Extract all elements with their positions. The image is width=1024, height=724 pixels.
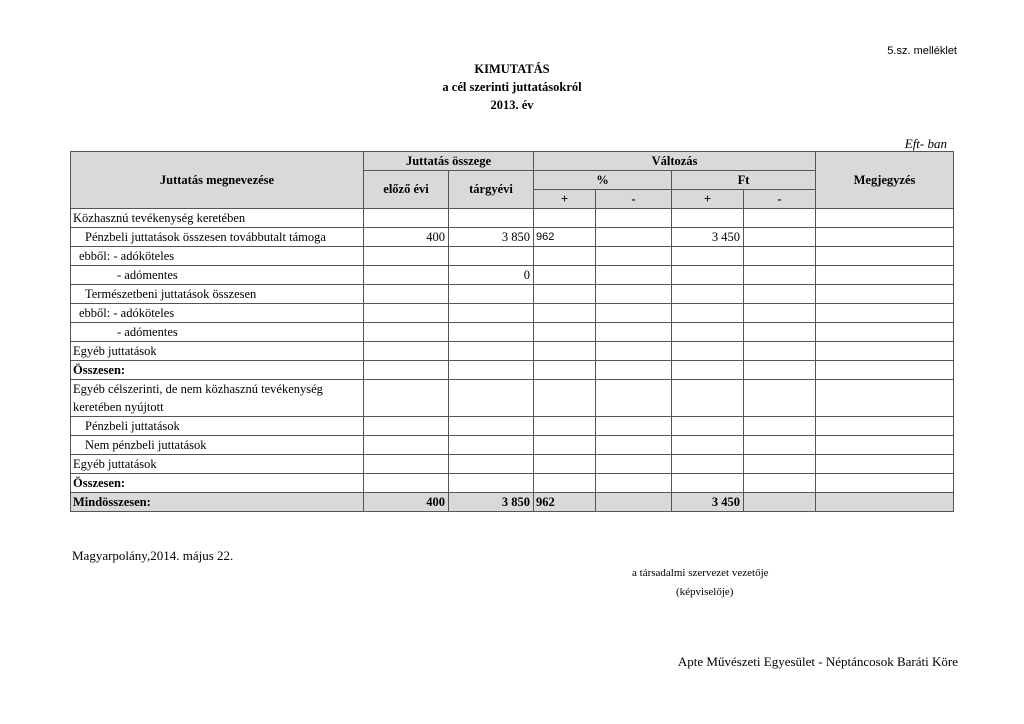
cell-note (816, 266, 954, 285)
cell-curr (449, 342, 534, 361)
cell-ft-minus (744, 474, 816, 493)
header-amount: Juttatás összege (364, 152, 534, 171)
header-row-1 (71, 152, 954, 171)
title-line-3: 2013. év (490, 98, 534, 112)
cell-pct-minus (596, 323, 672, 342)
row-label: Mindösszesen: (71, 493, 364, 512)
cell-pct-minus (596, 228, 672, 247)
cell-curr (449, 474, 534, 493)
row-label: Nem pénzbeli juttatások (71, 436, 364, 455)
document-title (0, 60, 1024, 114)
cell-pct-plus (534, 361, 596, 380)
cell-pct-plus (534, 436, 596, 455)
cell-pct-plus (534, 323, 596, 342)
cell-pct-minus (596, 455, 672, 474)
cell-pct-plus (534, 266, 596, 285)
cell-prev: 400 (364, 228, 449, 247)
row-label: Pénzbeli juttatások (71, 417, 364, 436)
table-row (71, 323, 954, 342)
cell-pct-minus (596, 247, 672, 266)
table-row (71, 474, 954, 493)
cell-prev (364, 209, 449, 228)
cell-pct-minus (596, 474, 672, 493)
cell-ft-plus (672, 285, 744, 304)
table-row (71, 304, 954, 323)
cell-pct-plus (534, 380, 596, 417)
cell-ft-plus (672, 304, 744, 323)
cell-pct-plus: 962 (534, 228, 596, 247)
cell-pct-minus (596, 342, 672, 361)
total-row (71, 493, 954, 512)
annex-label: 5.sz. melléklet (887, 45, 957, 57)
cell-ft-minus (744, 304, 816, 323)
row-label: ebből: - adóköteles (71, 247, 364, 266)
cell-note (816, 380, 954, 417)
cell-ft-plus: 3 450 (672, 493, 744, 512)
cell-ft-minus (744, 455, 816, 474)
cell-pct-plus (534, 247, 596, 266)
cell-note (816, 209, 954, 228)
organization-name: Apte Művészeti Egyesület - Néptáncosok Baráti Köre (677, 654, 958, 669)
cell-ft-minus (744, 361, 816, 380)
cell-ft-minus (744, 266, 816, 285)
row-label: Közhasznú tevékenység keretében (71, 209, 364, 228)
cell-pct-plus (534, 304, 596, 323)
cell-pct-minus (596, 209, 672, 228)
cell-prev (364, 247, 449, 266)
row-label: Természetbeni juttatások összesen (71, 285, 364, 304)
cell-curr (449, 304, 534, 323)
cell-curr: 3 850 (449, 493, 534, 512)
cell-ft-plus (672, 436, 744, 455)
cell-curr (449, 323, 534, 342)
cell-ft-minus (744, 228, 816, 247)
table-row (71, 380, 954, 417)
row-label: Egyéb juttatások (71, 342, 364, 361)
cell-prev (364, 304, 449, 323)
cell-curr: 3 850 (449, 228, 534, 247)
cell-ft-plus (672, 455, 744, 474)
signer-title: a társadalmi szervezet vezetője (632, 567, 769, 579)
header-curr: tárgyévi (449, 171, 534, 209)
cell-curr (449, 380, 534, 417)
title-line-2: a cél szerinti juttatásokról (442, 80, 582, 94)
cell-ft-minus (744, 209, 816, 228)
cell-pct-minus (596, 380, 672, 417)
row-label: Egyéb juttatások (71, 455, 364, 474)
cell-curr (449, 361, 534, 380)
cell-ft-plus (672, 342, 744, 361)
cell-ft-plus (672, 247, 744, 266)
cell-ft-minus (744, 247, 816, 266)
header-pct-plus: + (534, 190, 596, 209)
title-line-1: KIMUTATÁS (474, 62, 550, 76)
table-row (71, 455, 954, 474)
cell-prev (364, 436, 449, 455)
header-change: Változás (534, 152, 816, 171)
cell-pct-plus (534, 455, 596, 474)
table-row (71, 228, 954, 247)
signer-subtitle: (képviselője) (676, 586, 734, 598)
cell-prev (364, 474, 449, 493)
cell-curr: 0 (449, 266, 534, 285)
cell-curr (449, 285, 534, 304)
cell-pct-minus (596, 493, 672, 512)
cell-ft-plus: 3 450 (672, 228, 744, 247)
table-row (71, 266, 954, 285)
cell-prev (364, 380, 449, 417)
cell-prev (364, 266, 449, 285)
cell-pct-minus (596, 436, 672, 455)
table-row (71, 342, 954, 361)
cell-pct-minus (596, 304, 672, 323)
row-label: Összesen: (71, 361, 364, 380)
header-ft-plus: + (672, 190, 744, 209)
cell-prev (364, 361, 449, 380)
cell-note (816, 361, 954, 380)
unit-label: Eft- ban (904, 136, 947, 151)
table-row (71, 436, 954, 455)
cell-pct-plus (534, 474, 596, 493)
cell-curr (449, 247, 534, 266)
table-row (71, 209, 954, 228)
cell-note (816, 474, 954, 493)
cell-ft-plus (672, 474, 744, 493)
cell-pct-plus (534, 285, 596, 304)
cell-note (816, 436, 954, 455)
cell-ft-plus (672, 380, 744, 417)
cell-ft-minus (744, 285, 816, 304)
cell-prev (364, 285, 449, 304)
cell-prev (364, 342, 449, 361)
cell-ft-plus (672, 361, 744, 380)
cell-note (816, 323, 954, 342)
cell-note (816, 493, 954, 512)
cell-ft-plus (672, 209, 744, 228)
row-label: Pénzbeli juttatások összesen továbbutalt támoga (71, 228, 364, 247)
cell-pct-plus (534, 417, 596, 436)
row-label: Összesen: (71, 474, 364, 493)
row-label: Egyéb célszerinti, de nem közhasznú tevékenység keretében nyújtott (71, 380, 364, 417)
cell-ft-minus (744, 380, 816, 417)
cell-ft-minus (744, 323, 816, 342)
cell-note (816, 417, 954, 436)
table-row (71, 247, 954, 266)
place-date: Magyarpolány,2014. május 22. (72, 548, 234, 563)
cell-pct-minus (596, 285, 672, 304)
row-label: ebből: - adóköteles (71, 304, 364, 323)
cell-ft-plus (672, 266, 744, 285)
table-row (71, 361, 954, 380)
cell-curr (449, 436, 534, 455)
header-name: Juttatás megnevezése (71, 152, 364, 209)
benefits-table (70, 151, 954, 512)
cell-pct-minus (596, 361, 672, 380)
table-row (71, 417, 954, 436)
cell-curr (449, 209, 534, 228)
cell-note (816, 342, 954, 361)
cell-pct-plus: 962 (534, 493, 596, 512)
cell-pct-plus (534, 209, 596, 228)
cell-curr (449, 455, 534, 474)
cell-ft-minus (744, 417, 816, 436)
cell-pct-plus (534, 342, 596, 361)
cell-prev (364, 323, 449, 342)
cell-ft-minus (744, 436, 816, 455)
row-label: - adómentes (71, 323, 364, 342)
cell-prev: 400 (364, 493, 449, 512)
table-row (71, 285, 954, 304)
header-prev: előző évi (364, 171, 449, 209)
header-ft-minus: - (744, 190, 816, 209)
cell-ft-plus (672, 323, 744, 342)
row-label: - adómentes (71, 266, 364, 285)
cell-curr (449, 417, 534, 436)
cell-pct-minus (596, 417, 672, 436)
cell-prev (364, 455, 449, 474)
cell-note (816, 247, 954, 266)
cell-ft-minus (744, 342, 816, 361)
cell-note (816, 304, 954, 323)
cell-ft-plus (672, 417, 744, 436)
cell-prev (364, 417, 449, 436)
cell-ft-minus (744, 493, 816, 512)
header-pct-minus: - (596, 190, 672, 209)
cell-note (816, 285, 954, 304)
cell-pct-minus (596, 266, 672, 285)
cell-note (816, 228, 954, 247)
cell-note (816, 455, 954, 474)
header-pct: % (534, 171, 672, 190)
header-ft: Ft (672, 171, 816, 190)
header-note: Megjegyzés (816, 152, 954, 209)
